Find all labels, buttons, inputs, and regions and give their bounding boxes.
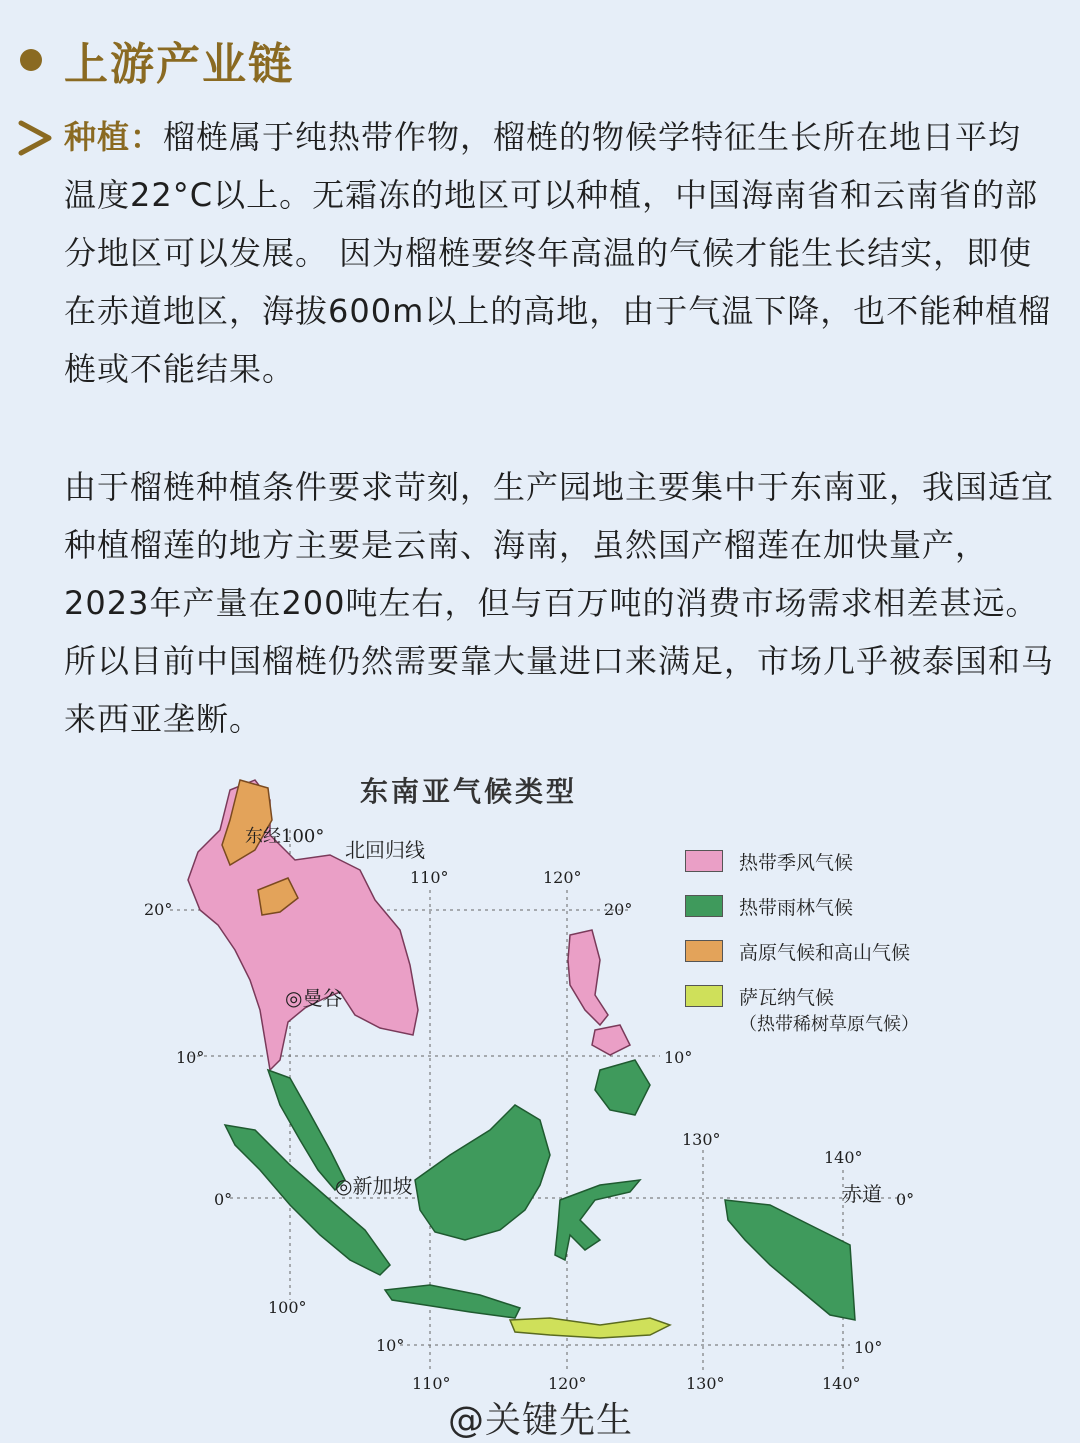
visayas (592, 1025, 630, 1055)
map-title: 东南亚气候类型 (360, 775, 578, 808)
planting-text: 榴梿属于纯热带作物，榴梿的物候学特征生长所在地日平均温度22°C以上。无霜冻的地区可以种植，中国海南省和云南省的部分地区可以发展。 因为榴梿要终年高温的气候才能生长结实，即使在赤道地区，海拔600m以上的高地，由于气温下降，也不能种植榴梿或不能结果。 (64, 118, 1052, 388)
legend-swatch (685, 895, 723, 917)
deg-lat0-left: 0° (214, 1190, 233, 1209)
new-guinea (725, 1200, 855, 1320)
author-watermark: @关键先生 (448, 1400, 634, 1441)
deg-lat10s-right: 10° (854, 1338, 883, 1357)
deg-lat10-left: 10° (176, 1048, 205, 1067)
planting-label: 种植： (64, 118, 164, 156)
section-title: 上游产业链 (64, 39, 294, 90)
deg-lon130-mid: 130° (682, 1130, 721, 1149)
legend-label: 萨瓦纳气候 (739, 987, 835, 1009)
deg-lon120-top: 120° (543, 868, 582, 887)
legend-item-rainforest (685, 893, 919, 920)
deg-lon140-bottom: 140° (822, 1374, 861, 1393)
legend-item-monsoon (685, 848, 919, 875)
label-equator: 赤道 (842, 1182, 882, 1206)
label-tropic: 北回归线 (345, 838, 425, 862)
lesser-sunda-savanna (510, 1318, 670, 1338)
deg-lon110-top: 110° (410, 868, 449, 887)
climate-map (130, 760, 1080, 1400)
legend-label: 热带雨林气候 (739, 897, 854, 919)
deg-lat10s-left: 10° (376, 1336, 405, 1355)
deg-lat20-right: 20° (604, 900, 633, 919)
label-bangkok: ◎曼谷 (285, 986, 343, 1010)
java (385, 1285, 520, 1318)
label-singapore: ◎新加坡 (335, 1174, 413, 1198)
sulawesi (555, 1180, 640, 1260)
deg-lat20-left: 20° (144, 900, 173, 919)
legend-swatch (685, 850, 723, 872)
legend-swatch (685, 940, 723, 962)
legend-item-savanna (685, 983, 919, 1036)
deg-lon130-bottom: 130° (686, 1374, 725, 1393)
deg-lat10-right: 10° (664, 1048, 693, 1067)
legend-label: 高原气候和高山气候 (739, 942, 911, 964)
bullet-dot-icon (20, 49, 42, 71)
legend-sublabel: （热带稀树草原气候） (739, 1014, 919, 1035)
legend-label: 热带季风气候 (739, 852, 854, 874)
map-legend (685, 848, 919, 1054)
label-lon100: 东经100° (245, 826, 325, 847)
planting-paragraph (64, 108, 1054, 398)
deg-lon110-bottom: 110° (412, 1374, 451, 1393)
legend-swatch (685, 985, 723, 1007)
luzon (568, 930, 608, 1025)
section-heading (20, 28, 294, 92)
mindanao (595, 1060, 650, 1115)
deg-lon140-mid: 140° (824, 1148, 863, 1167)
legend-label-group (739, 983, 919, 1036)
deg-lon100-bottom: 100° (268, 1298, 307, 1317)
deg-lon120-bottom: 120° (548, 1374, 587, 1393)
deg-lat0-right: 0° (896, 1190, 915, 1209)
legend-item-highland (685, 938, 919, 965)
borneo (415, 1105, 550, 1240)
arrow-bullet-icon (18, 120, 52, 156)
production-paragraph: 由于榴梿种植条件要求苛刻，生产园地主要集中于东南亚，我国适宜种植榴莲的地方主要是云南、海南，虽然国产榴莲在加快量产，2023年产量在200吨左右，但与百万吨的消费市场需求相差甚远。所以目前中国榴梿仍然需要靠大量进口来满足，市场几乎被泰国和马来西亚垄断。 (64, 468, 1055, 738)
